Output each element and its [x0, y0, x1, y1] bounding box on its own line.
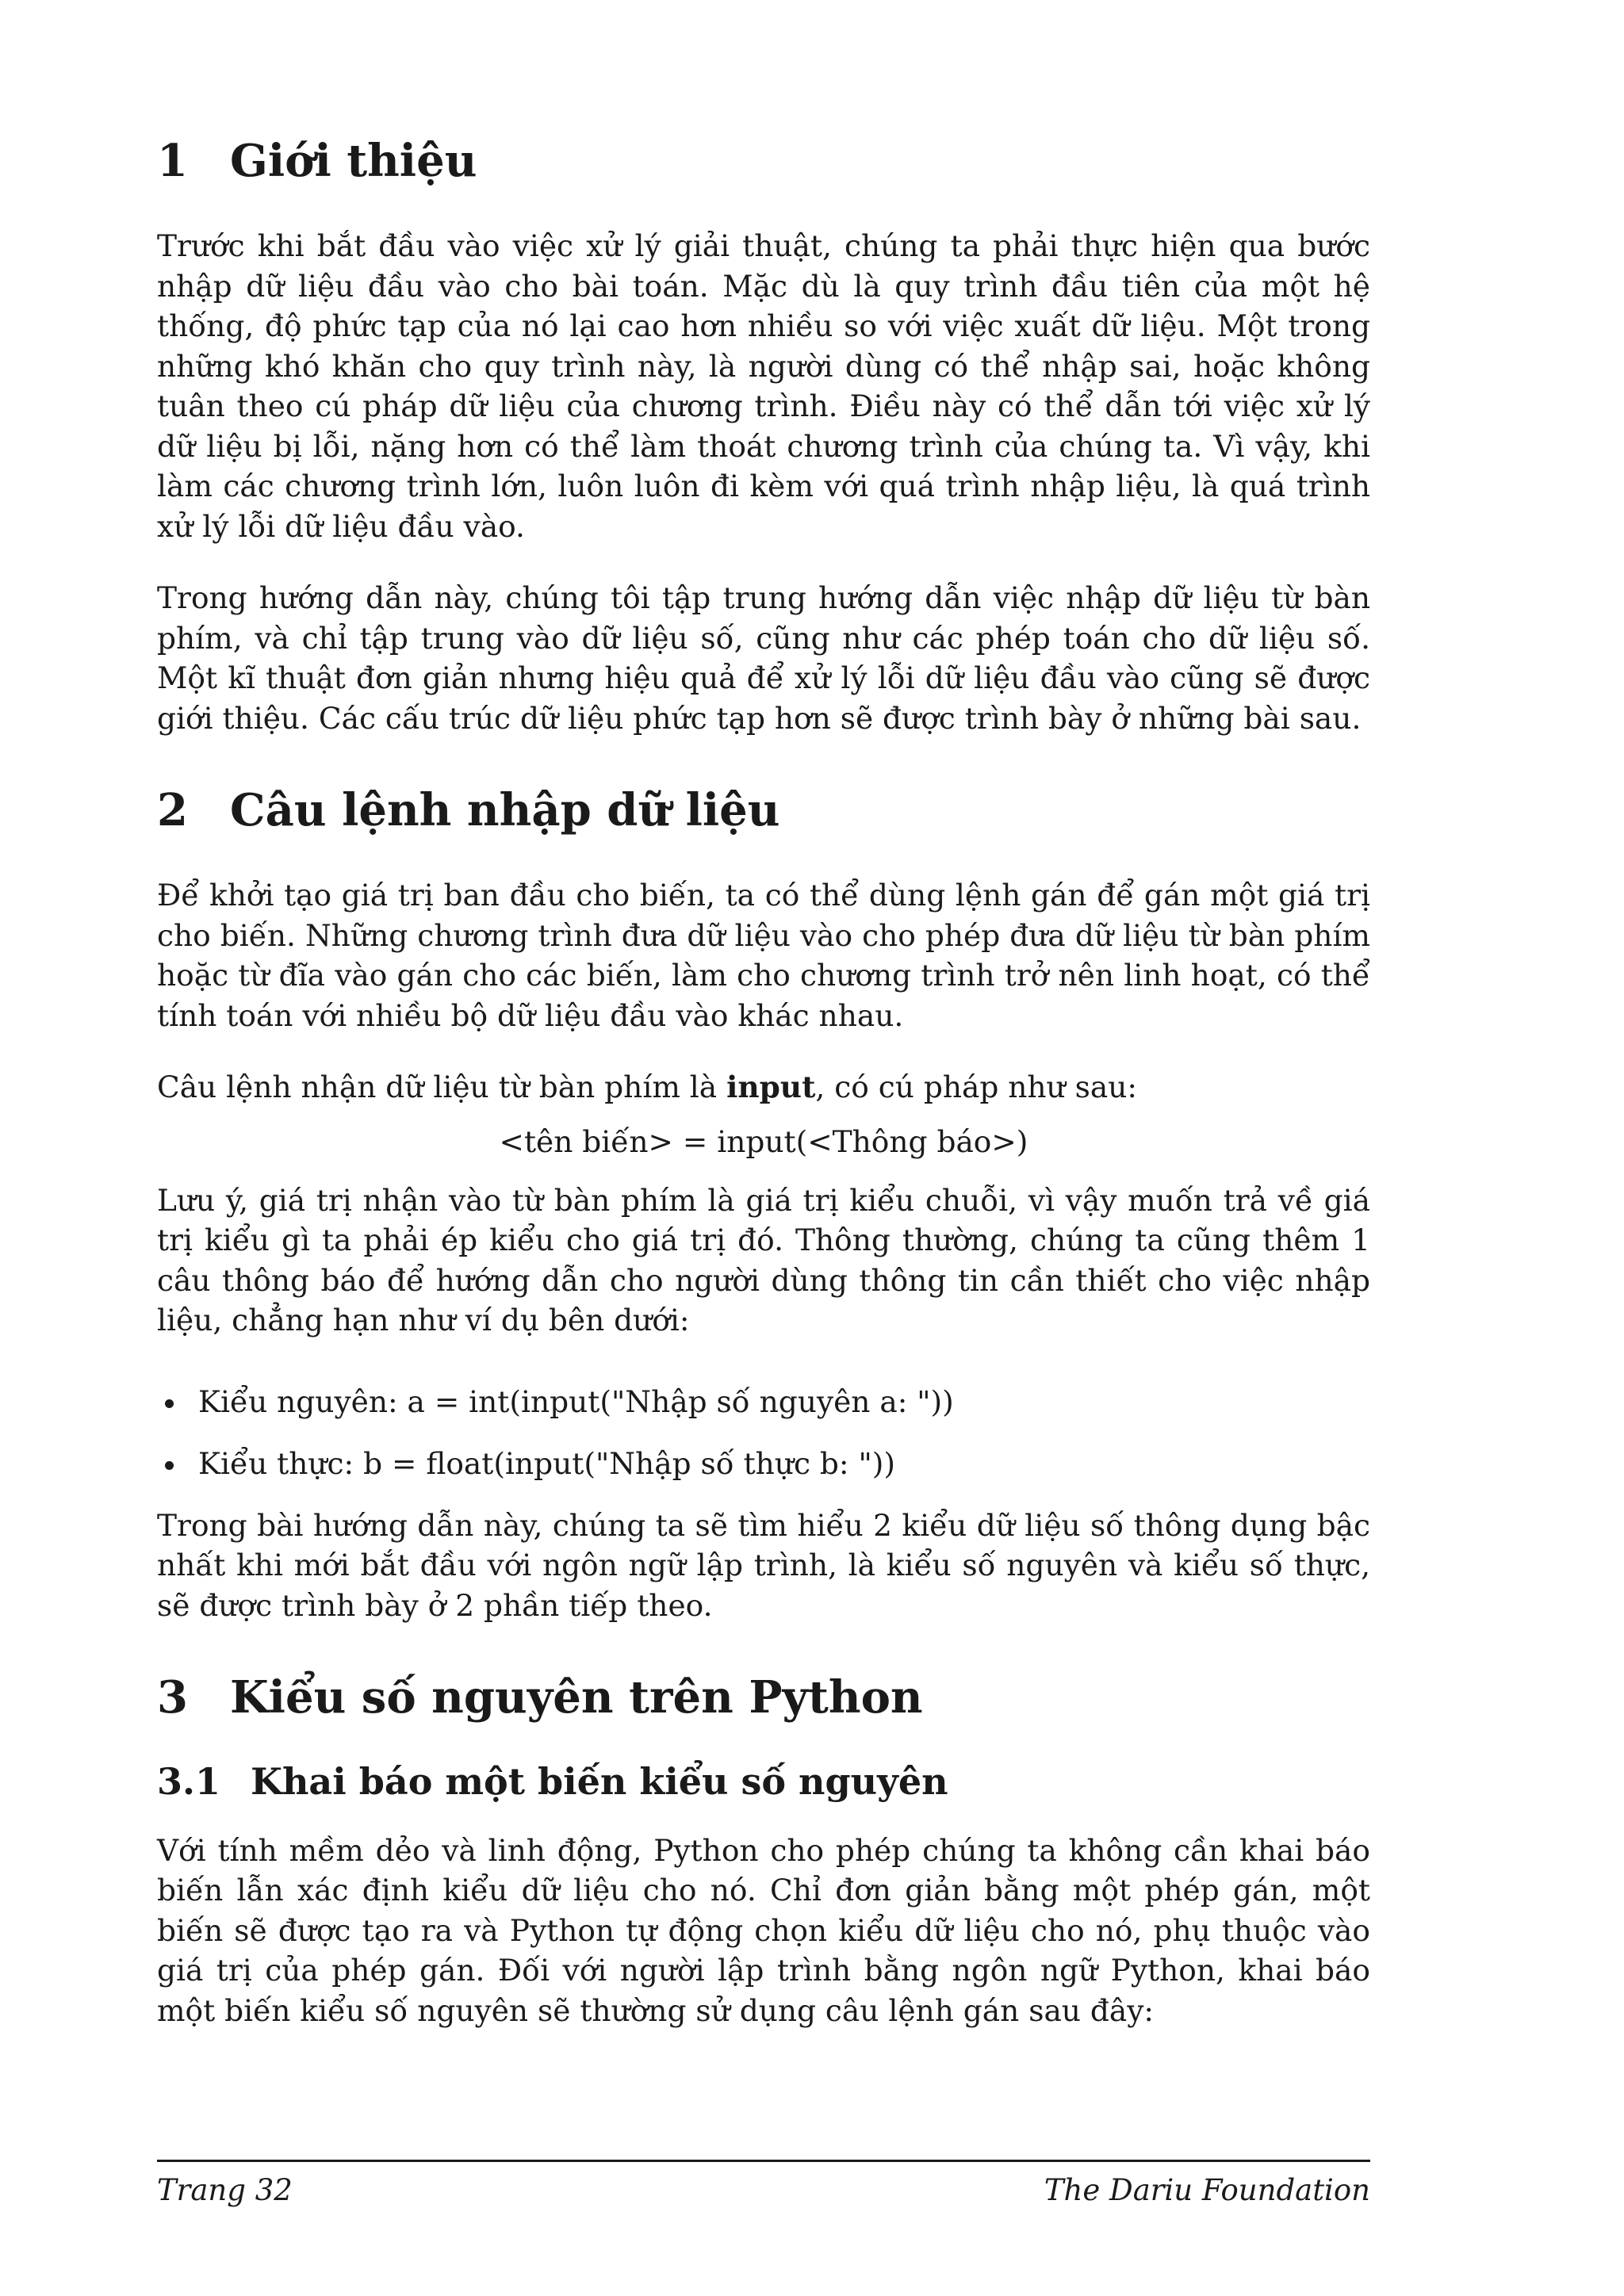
- section-number: 3: [157, 1671, 188, 1724]
- subsection-number: 3.1: [157, 1759, 221, 1803]
- paragraph: Trong hướng dẫn này, chúng tôi tập trung hướng dẫn việc nhập dữ liệu từ bàn phím, và chỉ tập trung vào dữ liệu số, cũng như các phép toán cho dữ liệu số. Một kĩ thuật đơn giản nhưng hiệu quả để xử lý lỗi dữ liệu đầu vào cũng sẽ được giới thiệu. Các cấu trúc dữ liệu phức tạp hơn sẽ được trình bày ở những bài sau.: [157, 580, 1370, 736]
- section-title: Câu lệnh nhập dữ liệu: [230, 784, 780, 837]
- list-item-text: Kiểu nguyên: a = int(input("Nhập số nguyên a: ")): [198, 1383, 954, 1419]
- bullet-icon: [165, 1399, 174, 1408]
- input-keyword: input: [726, 1070, 816, 1105]
- section-title: Giới thiệu: [230, 135, 477, 187]
- paragraph: Trong bài hướng dẫn này, chúng ta sẽ tìm hiểu 2 kiểu dữ liệu số thông dụng bậc nhất khi mới bắt đầu với ngôn ngữ lập trình, là kiểu số nguyên và kiểu số thực, sẽ được trình bày ở 2 phần tiếp theo.: [157, 1507, 1370, 1623]
- bullet-icon: [165, 1461, 174, 1470]
- input-syntax: <tên biến> = input(<Thông báo>): [499, 1123, 1028, 1159]
- page-content: [157, 135, 1370, 2030]
- publisher-name: The Dariu Foundation: [1044, 2173, 1370, 2207]
- section-2-heading: [157, 784, 1370, 837]
- subsection-3-1-heading: [157, 1760, 1370, 1804]
- text-run: Câu lệnh nhận dữ liệu từ bàn phím là: [157, 1070, 727, 1105]
- example-list: [157, 1382, 1370, 1483]
- paragraph: Trước khi bắt đầu vào việc xử lý giải thuật, chúng ta phải thực hiện qua bước nhập dữ liệu đầu vào cho bài toán. Mặc dù là quy trình đầu tiên của một hệ thống, độ phức tạp của nó lại cao hơn nhiều so với việc xuất dữ liệu. Một trong những khó khăn cho quy trình này, là người dùng có thể nhập sai, hoặc không tuân theo cú pháp dữ liệu của chương trình. Điều này có thể dẫn tới việc xử lý dữ liệu bị lỗi, nặng hơn có thể làm thoát chương trình của chúng ta. Vì vậy, khi làm các chương trình lớn, luôn luôn đi kèm với quá trình nhập liệu, là quá trình xử lý lỗi dữ liệu đầu vào.: [157, 228, 1370, 544]
- page-number: Trang 32: [157, 2173, 293, 2207]
- paragraph: Lưu ý, giá trị nhận vào từ bàn phím là giá trị kiểu chuỗi, vì vậy muốn trả về giá trị kiểu gì ta phải ép kiểu cho giá trị đó. Thông thường, chúng ta cũng thêm 1 câu thông báo để hướng dẫn cho người dùng thông tin cần thiết cho việc nhập liệu, chẳng hạn như ví dụ bên dưới:: [157, 1182, 1370, 1338]
- list-item: [198, 1444, 1370, 1483]
- paragraph: Để khởi tạo giá trị ban đầu cho biến, ta có thể dùng lệnh gán để gán một giá trị cho biến. Những chương trình đưa dữ liệu vào cho phép đưa dữ liệu từ bàn phím hoặc từ đĩa vào gán cho các biến, làm cho chương trình trở nên linh hoạt, có thể tính toán với nhiều bộ dữ liệu đầu vào khác nhau.: [157, 878, 1370, 1033]
- text-run: , có cú pháp như sau:: [815, 1070, 1138, 1105]
- section-number: 2: [157, 784, 188, 837]
- list-item-text: Kiểu thực: b = float(input("Nhập số thực b: ")): [198, 1445, 895, 1481]
- section-1-heading: [157, 135, 1370, 188]
- subsection-title: Khai báo một biến kiểu số nguyên: [251, 1759, 948, 1803]
- section-number: 1: [157, 135, 188, 187]
- page-footer: [157, 2160, 1370, 2207]
- paragraph-input-intro: [157, 1067, 1370, 1108]
- section-title: Kiểu số nguyên trên Python: [230, 1671, 923, 1724]
- list-item: [198, 1382, 1370, 1422]
- paragraph: Với tính mềm dẻo và linh động, Python cho phép chúng ta không cần khai báo biến lẫn xác định kiểu dữ liệu cho nó. Chỉ đơn giản bằng một phép gán, một biến sẽ được tạo ra và Python tự động chọn kiểu dữ liệu cho nó, phụ thuộc vào giá trị của phép gán. Đối với người lập trình bằng ngôn ngữ Python, khai báo một biến kiểu số nguyên sẽ thường sử dụng câu lệnh gán sau đây:: [157, 1832, 1370, 2028]
- section-3-heading: [157, 1671, 1370, 1724]
